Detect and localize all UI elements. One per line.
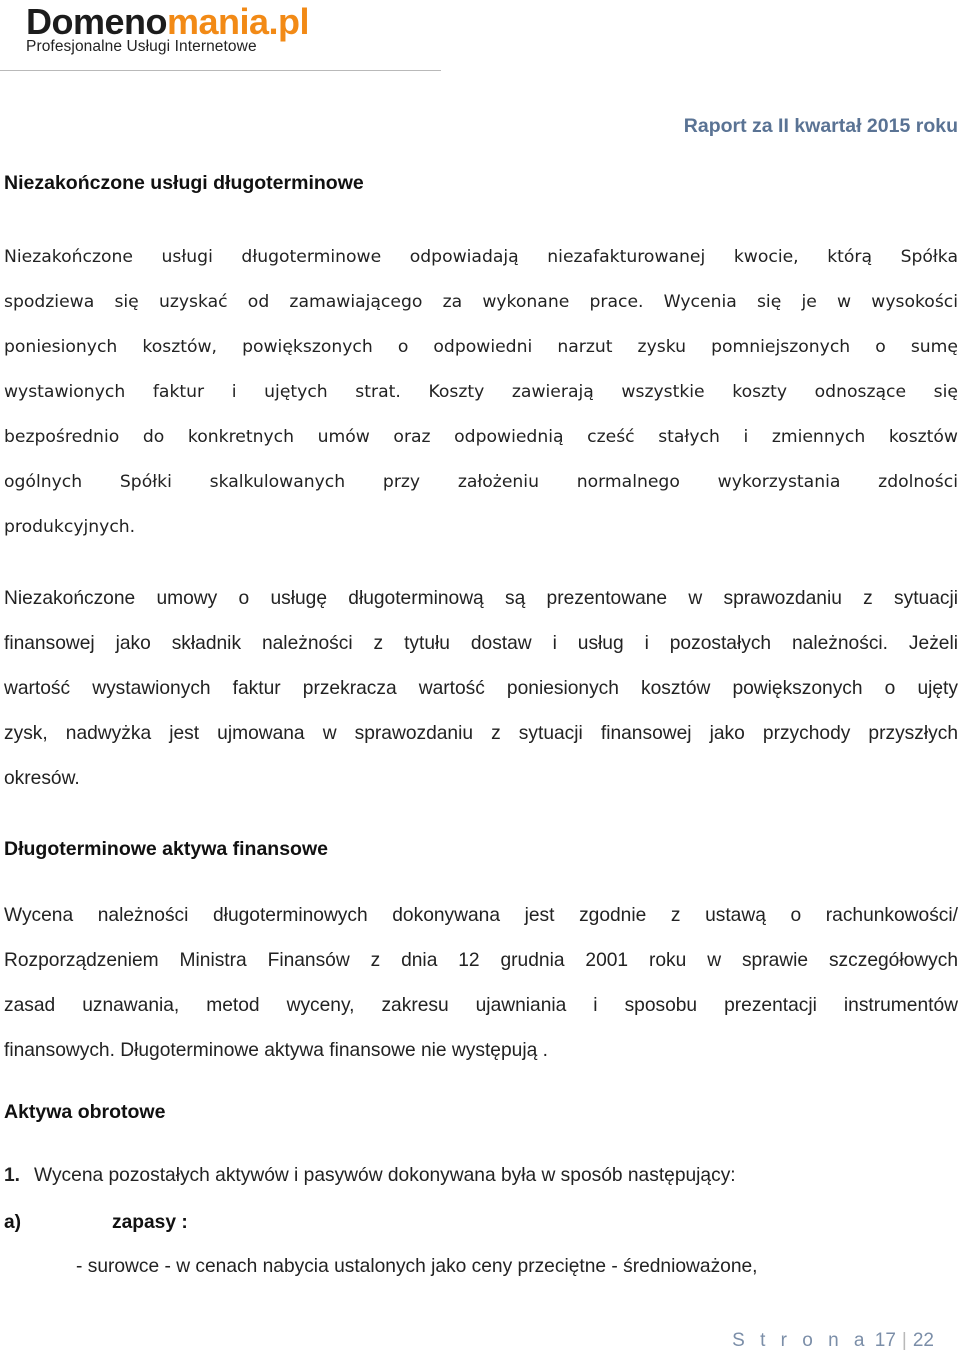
text-line: produkcyjnych.	[4, 517, 136, 537]
text-line: Rozporządzeniem Ministra Finansów z dnia 12 grudnia 2001 roku w sprawie szczegółowych	[4, 950, 958, 971]
report-title: Raport za II kwartał 2015 roku	[683, 115, 958, 137]
text-line: Wycena należności długoterminowych dokonywana jest zgodnie z ustawą o rachunkowości/	[4, 905, 958, 926]
heading-long-term-financial-assets: Długoterminowe aktywa finansowe	[4, 838, 328, 860]
paragraph-unfinished-contracts	[4, 576, 958, 801]
heading-current-assets: Aktywa obrotowe	[4, 1101, 166, 1123]
list-item-text: Wycena pozostałych aktywów i pasywów dokonywana była w sposób następujący:	[34, 1165, 736, 1186]
raw-materials-line: - surowce - w cenach nabycia ustalonych jako ceny przeciętne - średnioważone,	[76, 1256, 758, 1277]
brand-wordmark: Domenomania.pl	[26, 1, 310, 42]
company-logo	[26, 0, 446, 80]
page-separator: |	[901, 1330, 907, 1351]
list-item-a	[4, 1212, 188, 1234]
text-line: Niezakończone umowy o usługę długoterminową są prezentowane w sprawozdaniu z sytuacji	[4, 588, 958, 609]
list-letter: a)	[4, 1212, 22, 1233]
paragraph-financial-assets	[4, 893, 958, 1073]
header-divider	[0, 70, 441, 71]
list-number: 1.	[4, 1165, 21, 1186]
paragraph-long-term-services	[4, 235, 958, 550]
text-line: zasad uznawania, metod wyceny, zakresu ujawniania i sposobu prezentacji instrumentów	[4, 995, 958, 1016]
text-line: wartość wystawionych faktur przekracza wartość poniesionych kosztów powiększonych o ujęty	[4, 678, 958, 699]
text-line: okresów.	[4, 768, 80, 789]
heading-long-term-services: Niezakończone usługi długoterminowe	[4, 172, 364, 194]
text-line: bezpośrednio do konkretnych umów oraz odpowiednią cześć stałych i zmiennych kosztów	[4, 427, 958, 447]
list-item-text: zapasy :	[112, 1212, 188, 1233]
text-line: poniesionych kosztów, powiększonych o odpowiedni narzut zysku pomniejszonych o sumę	[4, 337, 958, 357]
page-label: S t r o n a	[732, 1330, 870, 1351]
text-line: wystawionych faktur i ujętych strat. Koszty zawierają wszystkie koszty odnoszące się	[4, 382, 958, 402]
brand-tagline: Profesjonalne Usługi Internetowe	[26, 38, 257, 55]
page-number: 17	[874, 1330, 896, 1351]
text-line: spodziewa się uzyskać od zamawiającego za wykonane prace. Wycenia się je w wysokości	[4, 292, 958, 312]
page-footer	[732, 1330, 934, 1352]
list-item-1	[4, 1165, 736, 1187]
text-line: ogólnych Spółki skalkulowanych przy założeniu normalnego wykorzystania zdolności	[4, 472, 958, 492]
text-line: finansowych. Długoterminowe aktywa finansowe nie występują .	[4, 1040, 548, 1061]
text-line: finansowej jako składnik należności z tytułu dostaw i usług i pozostałych należności. Jeżeli	[4, 633, 958, 654]
text-line: zysk, nadwyżka jest ujmowana w sprawozdaniu z sytuacji finansowej jako przychody przyszłych	[4, 723, 958, 744]
page-total: 22	[912, 1330, 934, 1351]
text-line: Niezakończone usługi długoterminowe odpowiadają niezafakturowanej kwocie, którą Spółka	[4, 247, 958, 267]
